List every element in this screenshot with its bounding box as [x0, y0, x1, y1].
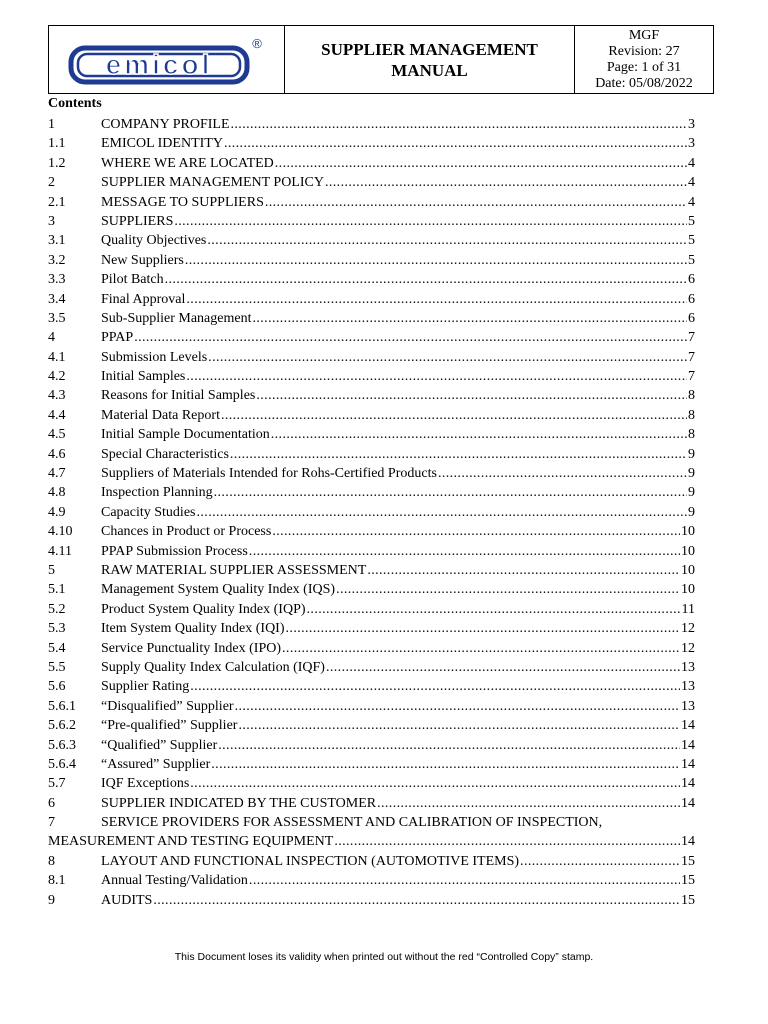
- toc-dot-leader: [190, 774, 680, 793]
- toc-entry[interactable]: [48, 464, 695, 483]
- toc-entry-number: 3.4: [48, 291, 66, 307]
- toc-entry-page: 4: [688, 175, 695, 191]
- toc-entry-number: 5.3: [48, 621, 66, 637]
- toc-entry-title: Chances in Product or Process: [101, 524, 272, 540]
- toc-dot-leader: [336, 580, 680, 599]
- revision: Revision: 27: [608, 43, 680, 59]
- toc-entry-title: “Pre-qualified” Supplier: [101, 718, 238, 734]
- toc-entry-title: “Disqualified” Supplier: [101, 698, 234, 714]
- toc-dot-leader: [221, 406, 687, 425]
- toc-dot-leader: [211, 755, 680, 774]
- toc-entry-page: 4: [688, 194, 695, 210]
- toc-entry-title: MESSAGE TO SUPPLIERS: [101, 194, 264, 210]
- toc-dot-leader: [218, 736, 680, 755]
- toc-entry-page: 10: [681, 582, 695, 598]
- logo-cell: [49, 26, 285, 93]
- toc-entry-title: Capacity Studies: [101, 504, 196, 520]
- emicol-logo: [67, 34, 267, 86]
- toc-dot-leader: [271, 425, 687, 444]
- toc-entry-page: 12: [681, 640, 695, 656]
- toc-entry-page: 12: [681, 621, 695, 637]
- toc-entry-number: 5.4: [48, 640, 66, 656]
- toc-entry-page: 15: [681, 873, 695, 889]
- toc-entry-page: 8: [688, 388, 695, 404]
- toc-entry[interactable]: [48, 154, 695, 173]
- toc-entry[interactable]: [48, 328, 695, 347]
- toc-entry-number: 3.2: [48, 252, 66, 268]
- toc-entry-page: 15: [681, 892, 695, 908]
- toc-entry-page: 13: [681, 698, 695, 714]
- toc-entry-number: 2: [48, 175, 55, 191]
- toc-entry-page: 10: [681, 562, 695, 578]
- toc-entry-title: Management System Quality Index (IQS): [101, 582, 336, 598]
- toc-entry-title: PPAP: [101, 330, 134, 346]
- toc-entry[interactable]: [48, 580, 695, 599]
- toc-dot-leader: [249, 542, 680, 561]
- toc-entry-title: SUPPLIERS: [101, 213, 174, 229]
- toc-entry-title: SUPPLIER INDICATED BY THE CUSTOMER: [101, 795, 377, 811]
- toc-entry-title: Reasons for Initial Samples: [101, 388, 256, 404]
- toc-entry-title: Material Data Report: [101, 407, 220, 423]
- toc-entry-number: 7: [48, 815, 55, 831]
- toc-dot-leader: [272, 522, 680, 541]
- toc-entry-page: 5: [688, 252, 695, 268]
- toc-entry-page: 7: [688, 349, 695, 365]
- toc-dot-leader: [307, 600, 681, 619]
- toc-entry-page: 6: [688, 310, 695, 326]
- toc-entry[interactable]: [48, 716, 695, 735]
- toc-dot-leader: [165, 270, 687, 289]
- toc-entry-page: 8: [688, 407, 695, 423]
- toc-entry[interactable]: [48, 891, 695, 910]
- toc-entry[interactable]: [48, 270, 695, 289]
- title-line-1: SUPPLIER MANAGEMENT: [321, 39, 538, 59]
- toc-entry-number: 5.2: [48, 601, 66, 617]
- toc-entry-number: 1: [48, 117, 55, 132]
- toc-entry-number: 4: [48, 330, 55, 346]
- toc-entry-title: Service Punctuality Index (IPO): [101, 640, 282, 656]
- toc-entry-title: Product System Quality Index (IQP): [101, 601, 306, 617]
- toc-entry[interactable]: [48, 639, 695, 658]
- toc-entry-title: Suppliers of Materials Intended for Rohs-Certified Products: [101, 466, 437, 482]
- toc-entry[interactable]: [48, 193, 695, 212]
- toc-entry-number: 5.1: [48, 582, 66, 598]
- toc-entry[interactable]: [48, 115, 695, 134]
- toc-dot-leader: [224, 134, 687, 153]
- toc-entry-title: Supplier Rating: [101, 679, 190, 695]
- toc-entry-number: 5.7: [48, 776, 66, 792]
- toc-entry-number: 4.10: [48, 524, 73, 540]
- title-line-2: MANUAL: [391, 60, 468, 80]
- toc-entry[interactable]: [48, 755, 695, 774]
- toc-dot-leader: [235, 697, 680, 716]
- toc-dot-leader: [208, 348, 687, 367]
- toc-dot-leader: [367, 561, 680, 580]
- toc-entry-title: Initial Samples: [101, 369, 186, 385]
- toc-dot-leader: [249, 871, 680, 890]
- toc-entry-page: 10: [681, 524, 695, 540]
- toc-dot-leader: [326, 658, 680, 677]
- toc-entry-title: New Suppliers: [101, 252, 184, 268]
- toc-entry-page: 3: [688, 136, 695, 152]
- toc-entry[interactable]: [48, 794, 695, 813]
- toc-entry-title: Quality Objectives: [101, 233, 207, 249]
- toc-entry-page: 9: [688, 446, 695, 462]
- toc-entry-number: 1.1: [48, 136, 66, 152]
- toc-entry-number: 4.2: [48, 369, 66, 385]
- toc-entry-number: 4.4: [48, 407, 66, 423]
- toc-entry-number: 4.1: [48, 349, 66, 365]
- page-number: Page: 1 of 31: [606, 59, 682, 75]
- toc-entry[interactable]: [48, 134, 695, 153]
- toc-dot-leader: [231, 115, 688, 134]
- toc-entry[interactable]: [48, 290, 695, 309]
- toc-entry-number: 5.6: [48, 679, 66, 695]
- toc-entry[interactable]: [48, 677, 695, 696]
- toc-dot-leader: [185, 251, 687, 270]
- toc-dot-leader: [238, 716, 680, 735]
- toc-dot-leader: [207, 231, 687, 250]
- toc-entry-number: 6: [48, 795, 55, 811]
- toc-entry[interactable]: [48, 736, 695, 755]
- toc-entry[interactable]: [48, 600, 695, 619]
- toc-entry-number: 4.11: [48, 543, 72, 559]
- toc-entry-title: Annual Testing/Validation: [101, 873, 248, 889]
- toc-entry-number: 9: [48, 892, 55, 908]
- toc-entry-number: 5.6.3: [48, 737, 76, 753]
- toc-entry-page: 6: [688, 291, 695, 307]
- toc-entry-title: LAYOUT AND FUNCTIONAL INSPECTION (AUTOMOTIVE ITEMS): [101, 853, 520, 869]
- toc-entry-continuation[interactable]: [48, 832, 695, 851]
- toc-entry[interactable]: [48, 774, 695, 793]
- toc-entry[interactable]: [48, 212, 695, 231]
- toc-entry[interactable]: [48, 658, 695, 677]
- toc-entry-number: 3.5: [48, 310, 66, 326]
- toc-entry-title: Submission Levels: [101, 349, 208, 365]
- toc-dot-leader: [256, 386, 687, 405]
- toc-dot-leader: [186, 290, 687, 309]
- logo-wordmark: emicol: [105, 48, 212, 80]
- toc-entry-title: Special Characteristics: [101, 446, 229, 462]
- toc-entry-title: Item System Quality Index (IQI): [101, 621, 285, 637]
- toc-entry-title: RAW MATERIAL SUPPLIER ASSESSMENT: [101, 562, 367, 578]
- toc-entry[interactable]: [48, 561, 695, 580]
- toc-dot-leader: [377, 794, 680, 813]
- table-of-contents: [48, 115, 695, 910]
- toc-dot-leader: [275, 154, 687, 173]
- toc-entry-number: 4.9: [48, 504, 66, 520]
- toc-entry-title: IQF Exceptions: [101, 776, 190, 792]
- toc-entry[interactable]: [48, 522, 695, 541]
- toc-entry[interactable]: [48, 483, 695, 502]
- toc-entry-page: 5: [688, 233, 695, 249]
- toc-entry[interactable]: [48, 406, 695, 425]
- toc-entry-title: AUDITS: [101, 892, 153, 908]
- toc-entry-title: WHERE WE ARE LOCATED: [101, 155, 274, 171]
- document-meta: [575, 26, 713, 93]
- toc-entry-number: 5.5: [48, 659, 66, 675]
- toc-entry-title: Supply Quality Index Calculation (IQF): [101, 659, 325, 675]
- toc-entry-page: 14: [681, 834, 695, 850]
- toc-entry-number: 2.1: [48, 194, 66, 210]
- toc-entry[interactable]: [48, 871, 695, 890]
- toc-entry-page: 9: [688, 504, 695, 520]
- toc-entry[interactable]: [48, 425, 695, 444]
- toc-dot-leader: [230, 445, 687, 464]
- toc-entry-page: 8: [688, 427, 695, 443]
- document-header: [48, 25, 714, 94]
- toc-entry-page: 7: [688, 369, 695, 385]
- toc-entry-page: 6: [688, 272, 695, 288]
- toc-entry-page: 14: [681, 718, 695, 734]
- toc-entry[interactable]: [48, 231, 695, 250]
- toc-entry-title: “Qualified” Supplier: [101, 737, 218, 753]
- toc-entry[interactable]: [48, 619, 695, 638]
- toc-dot-leader: [334, 832, 680, 851]
- toc-dot-leader: [190, 677, 680, 696]
- toc-entry-number: 4.5: [48, 427, 66, 443]
- toc-entry[interactable]: [48, 173, 695, 192]
- toc-entry-number: 8.1: [48, 873, 66, 889]
- toc-entry-number: 1.2: [48, 155, 66, 171]
- toc-entry-number: 5.6.1: [48, 698, 76, 714]
- toc-entry-page: 7: [688, 330, 695, 346]
- toc-entry[interactable]: [48, 503, 695, 522]
- toc-entry-title: Initial Sample Documentation: [101, 427, 270, 443]
- toc-entry-page: 14: [681, 756, 695, 772]
- toc-entry-number: 4.6: [48, 446, 66, 462]
- toc-dot-leader: [174, 212, 687, 231]
- toc-entry-title: Inspection Planning: [101, 485, 213, 501]
- toc-entry-page: 14: [681, 795, 695, 811]
- toc-dot-leader: [134, 328, 687, 347]
- toc-dot-leader: [252, 309, 687, 328]
- toc-entry-title: EMICOL IDENTITY: [101, 136, 223, 152]
- toc-entry-number: 5: [48, 562, 55, 578]
- footer-notice: This Document loses its validity when printed out without the red “Controlled Copy” stamp.: [174, 951, 594, 963]
- toc-entry-number: 3.1: [48, 233, 66, 249]
- toc-entry-page: 13: [681, 659, 695, 675]
- contents-heading: Contents: [48, 96, 102, 111]
- toc-entry-page: 14: [681, 776, 695, 792]
- toc-entry[interactable]: [48, 348, 695, 367]
- document-date: Date: 05/08/2022: [595, 75, 693, 91]
- toc-entry-page: 5: [688, 213, 695, 229]
- toc-entry-page: 3: [688, 117, 695, 132]
- toc-entry-number: 3: [48, 213, 55, 229]
- toc-entry-title: PPAP Submission Process: [101, 543, 248, 559]
- toc-entry-page: 15: [681, 853, 695, 869]
- toc-entry-page: 10: [681, 543, 695, 559]
- document-code: MGF: [628, 27, 660, 43]
- toc-entry[interactable]: [48, 251, 695, 270]
- toc-entry-number: 5.6.2: [48, 718, 76, 734]
- toc-entry-page: 9: [688, 466, 695, 482]
- toc-entry-page: 13: [681, 679, 695, 695]
- toc-entry-title: Pilot Batch: [101, 272, 164, 288]
- toc-entry[interactable]: [48, 813, 695, 832]
- registered-mark: ®: [251, 35, 262, 51]
- toc-entry-number: 3.3: [48, 272, 66, 288]
- toc-entry[interactable]: [48, 445, 695, 464]
- toc-dot-leader: [520, 852, 680, 871]
- toc-entry-title: Sub-Supplier Management: [101, 310, 252, 326]
- manual-title: [285, 26, 575, 93]
- toc-dot-leader: [153, 891, 680, 910]
- toc-dot-leader: [197, 503, 688, 522]
- toc-dot-leader: [325, 173, 687, 192]
- toc-dot-leader: [265, 193, 687, 212]
- toc-entry-title: SERVICE PROVIDERS FOR ASSESSMENT AND CALIBRATION OF INSPECTION,: [101, 815, 603, 831]
- toc-entry[interactable]: [48, 309, 695, 328]
- toc-entry[interactable]: [48, 386, 695, 405]
- toc-entry-title-continued: MEASUREMENT AND TESTING EQUIPMENT: [48, 834, 334, 850]
- toc-entry-page: 4: [688, 155, 695, 171]
- toc-dot-leader: [286, 619, 680, 638]
- toc-entry-title: Final Approval: [101, 291, 186, 307]
- toc-entry-number: 8: [48, 853, 55, 869]
- toc-dot-leader: [282, 639, 680, 658]
- toc-entry-number: 4.7: [48, 466, 66, 482]
- toc-dot-leader: [438, 464, 687, 483]
- toc-entry-number: 4.8: [48, 485, 66, 501]
- toc-entry-number: 4.3: [48, 388, 66, 404]
- toc-entry-page: 14: [681, 737, 695, 753]
- toc-entry[interactable]: [48, 542, 695, 561]
- toc-entry-page: 9: [688, 485, 695, 501]
- toc-entry-page: 11: [681, 601, 695, 617]
- toc-entry[interactable]: [48, 697, 695, 716]
- toc-entry-title: COMPANY PROFILE: [101, 117, 230, 132]
- toc-entry-title: “Assured” Supplier: [101, 756, 211, 772]
- toc-entry[interactable]: [48, 367, 695, 386]
- toc-entry-number: 5.6.4: [48, 756, 76, 772]
- toc-dot-leader: [214, 483, 687, 502]
- toc-entry[interactable]: [48, 852, 695, 871]
- toc-entry-title: SUPPLIER MANAGEMENT POLICY: [101, 175, 324, 191]
- toc-dot-leader: [186, 367, 687, 386]
